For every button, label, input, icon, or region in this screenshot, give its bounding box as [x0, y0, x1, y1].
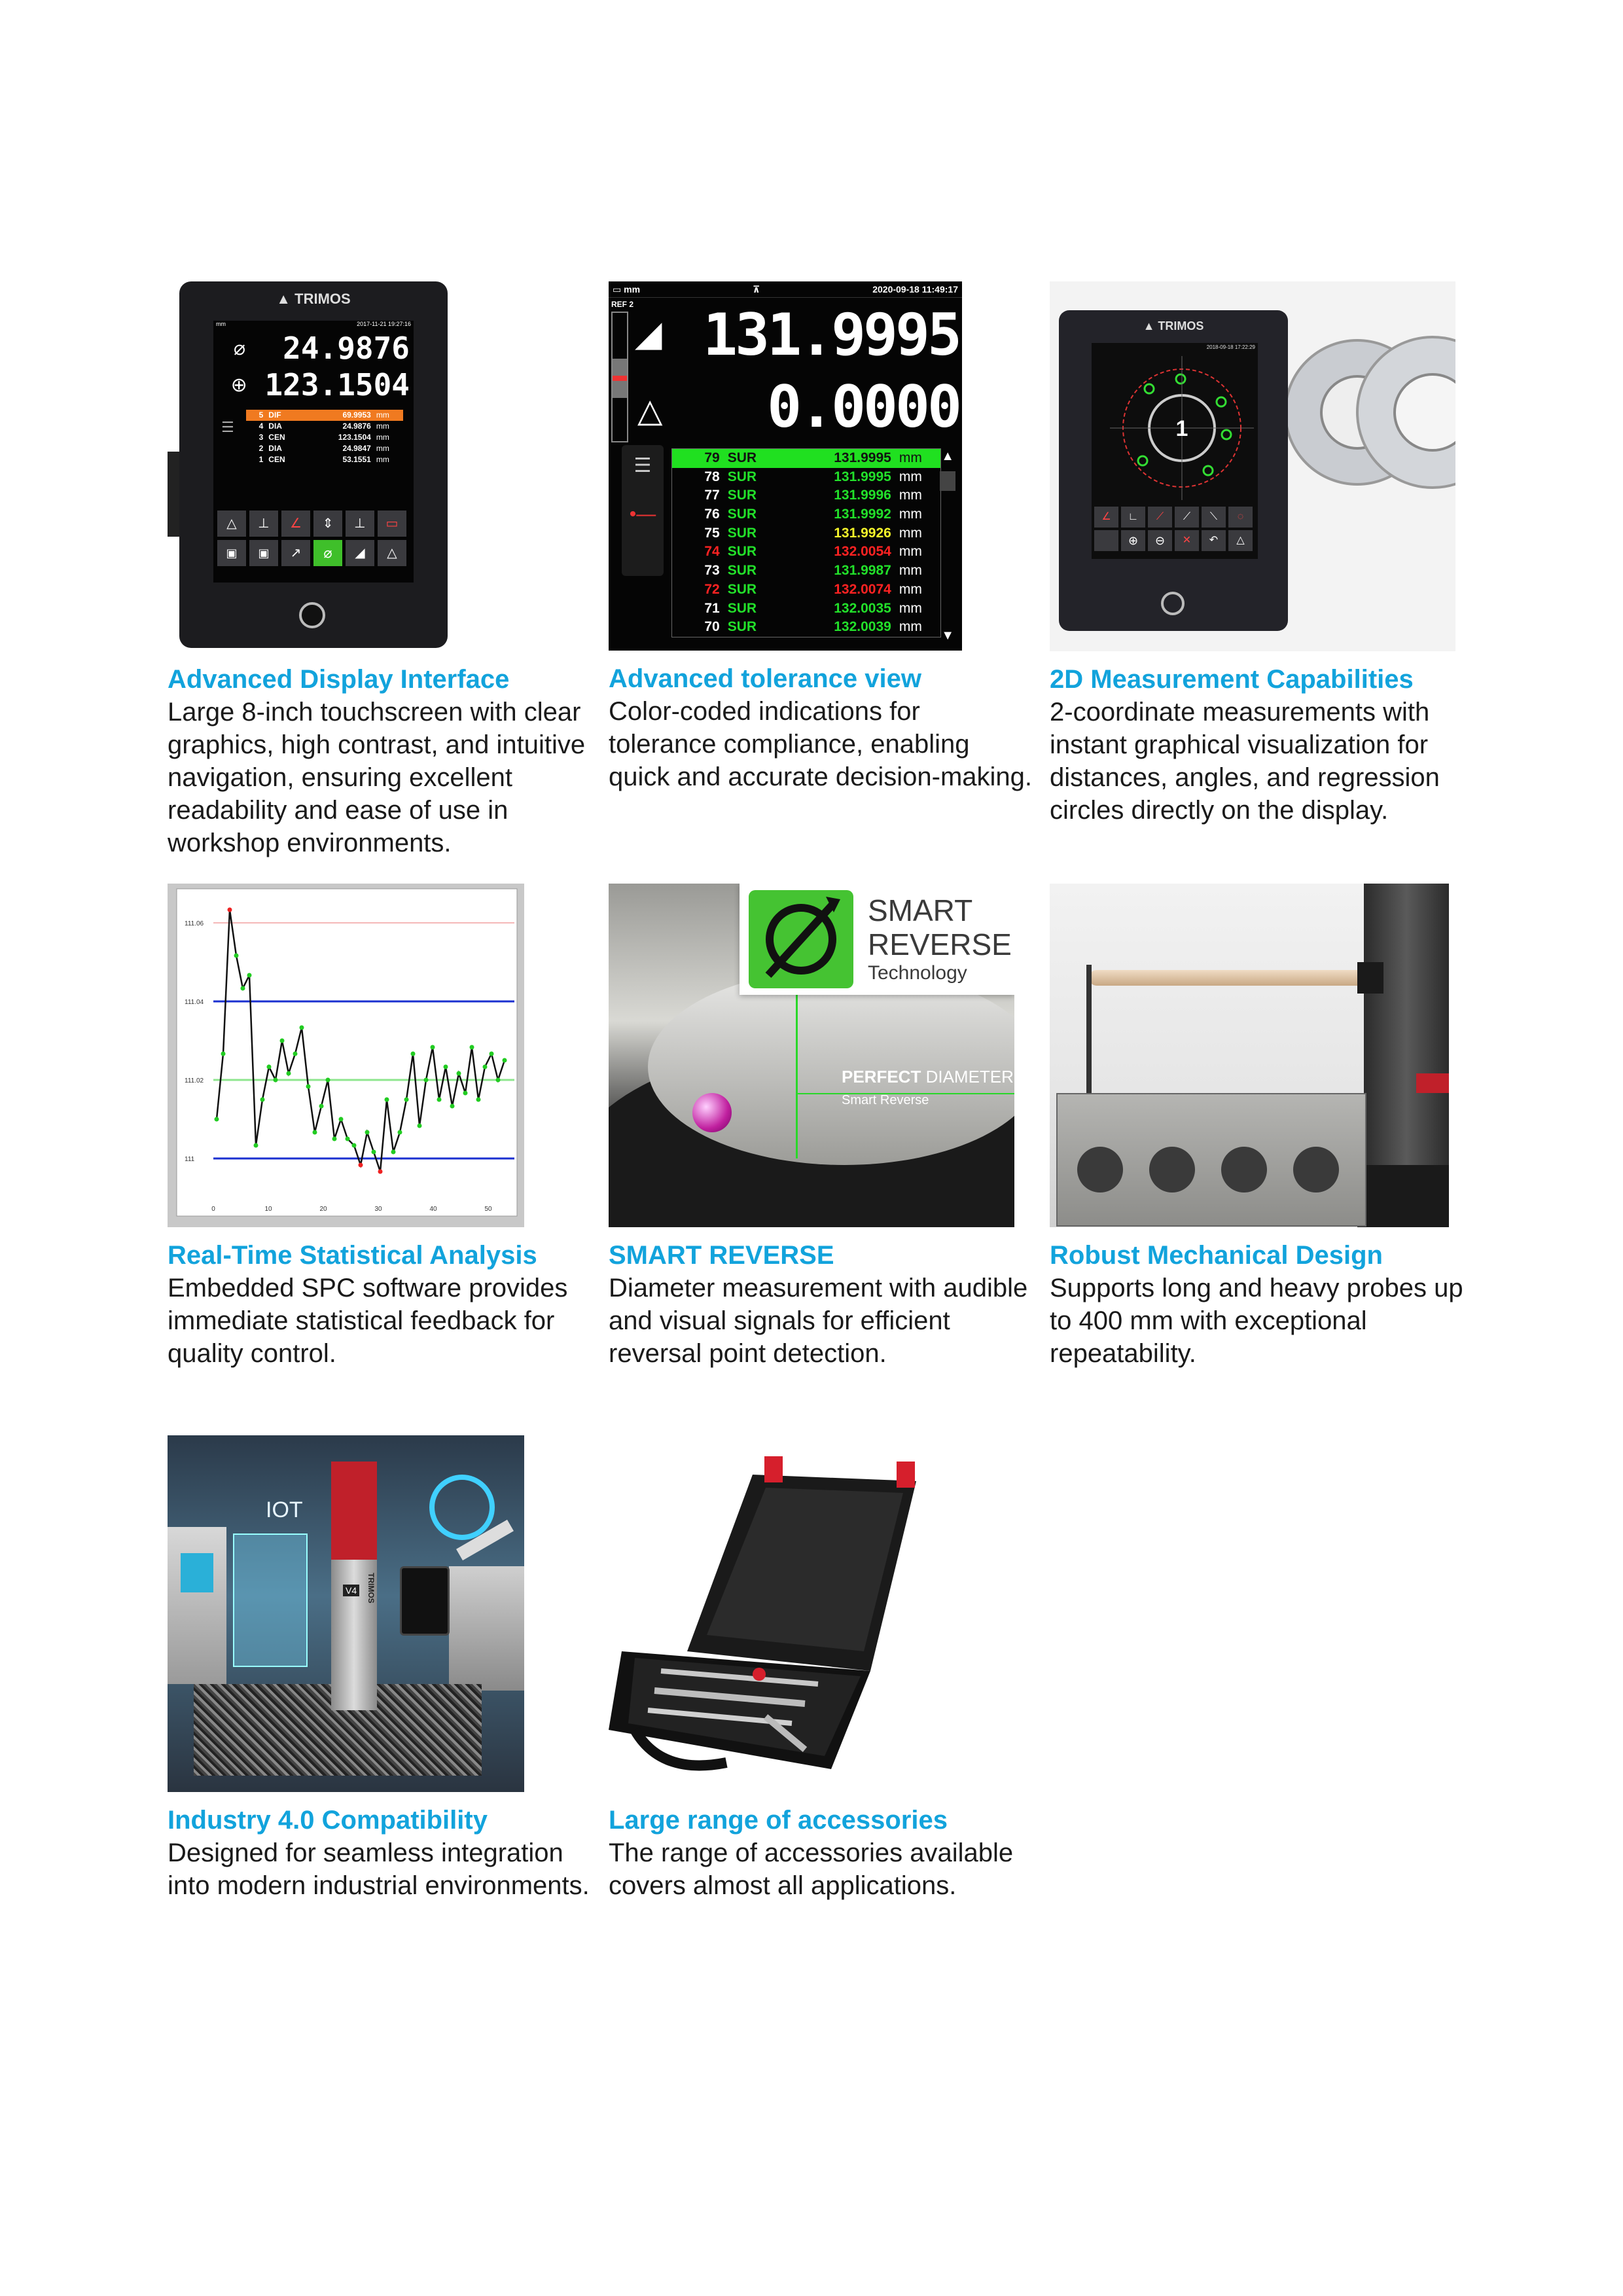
btn-back[interactable]: ↶: [1202, 530, 1226, 551]
2d-device-image: [1050, 281, 1455, 651]
spc-sample-point: [234, 954, 239, 958]
spc-sample-point: [332, 1137, 337, 1141]
btn-curve[interactable]: ↗: [281, 540, 310, 566]
point-5: [1204, 466, 1213, 475]
feature-description: Color-coded indications for tolerance compliance, enabling quick and accurate decision-making.: [609, 697, 1033, 791]
spc-sample-point: [241, 986, 245, 991]
spc-sample-point: [483, 1065, 488, 1069]
red-label: [1416, 1073, 1449, 1093]
accessories-case-image: [609, 1435, 965, 1792]
spc-sample-point: [385, 1098, 389, 1102]
btn-angle[interactable]: ∠: [281, 511, 310, 537]
spc-sample-point: [365, 1130, 370, 1135]
list-icon: ☰: [221, 419, 234, 435]
spc-sample-point: [391, 1150, 396, 1155]
spc-sample-point: [437, 1098, 442, 1102]
accessories-case: [609, 1435, 965, 1792]
diameter-icon: ⌀: [233, 337, 246, 359]
spc-sample-point: [470, 1045, 474, 1050]
2d-plot: [1110, 356, 1254, 500]
feature-title: 2D Measurement Capabilities: [1050, 665, 1414, 694]
industry40-image: [168, 1435, 524, 1792]
probe-stylus: [1086, 965, 1092, 1096]
result-row[interactable]: 3 CEN 123.1504 mm: [259, 433, 389, 442]
feature-card-industry40: [168, 1435, 593, 1902]
feature-card-display: [168, 281, 593, 859]
y-tick-label: 111.06: [185, 920, 204, 927]
feature-card-mechanical: [1050, 884, 1475, 1370]
spc-sample-point: [496, 1078, 501, 1083]
spc-sample-point: [404, 1098, 409, 1102]
btn-trimos[interactable]: △: [1228, 530, 1253, 551]
iot-label: IOT: [266, 1498, 303, 1522]
spc-sample-point: [444, 1065, 448, 1069]
btn-perp[interactable]: ⊥: [346, 511, 374, 537]
spc-sample-point: [221, 1052, 226, 1056]
list-icon[interactable]: ☰: [633, 455, 652, 476]
measurement-row[interactable]: 70 SUR 132.0039 mm: [704, 619, 922, 635]
x-tick-label: 40: [429, 1206, 437, 1213]
btn-angle[interactable]: ∠: [1094, 507, 1118, 528]
feature-description: Embedded SPC software provides immediate statistical feedback for quality control.: [168, 1274, 568, 1368]
spc-sample-point: [372, 1150, 376, 1155]
factory-machine-right: [449, 1566, 524, 1691]
btn-circle[interactable]: ◌: [1228, 507, 1253, 528]
result-row[interactable]: 5 DIF 69.9953 mm: [246, 410, 403, 421]
btn-triangle[interactable]: △: [217, 511, 246, 537]
main-reading: 131.9995: [703, 301, 959, 368]
gauge-display: [400, 1566, 450, 1636]
feature-title: Real-Time Statistical Analysis: [168, 1241, 537, 1270]
result-row[interactable]: 1 CEN 53.1551 mm: [259, 455, 389, 464]
spc-sample-point: [254, 1143, 259, 1148]
x-tick-label: 0: [211, 1206, 215, 1213]
feature-card-2d: [1050, 281, 1475, 827]
scroll-thumb[interactable]: [940, 471, 955, 491]
probe-ball: [692, 1093, 732, 1132]
tolerance-screen-image: [609, 281, 962, 651]
point-1: [1145, 384, 1154, 393]
btn-p2[interactable]: ▣: [249, 540, 278, 566]
trimos-logo-icon: ▲: [276, 291, 291, 307]
btn-diagonal[interactable]: ⟍: [1202, 507, 1226, 528]
spc-sample-point: [280, 1039, 285, 1043]
device-screen: 2018-09-18 17:22:29 1 ∠ ∟ ⟋ ⟋ ⟍ ◌ ⊕ ⊖ ✕ ↶ △: [1092, 343, 1258, 559]
smart-reverse-subcaption: Smart Reverse: [842, 1093, 929, 1107]
probe-arm: [1089, 970, 1377, 986]
spc-sample-point: [359, 1163, 363, 1168]
center-icon: ⊕: [230, 374, 247, 396]
y-tick-label: 111.02: [185, 1077, 204, 1085]
measurement-row[interactable]: 77 SUR 131.9996 mm: [704, 488, 922, 503]
perfect-diameter-caption: PERFECT DIAMETER: [842, 1067, 1014, 1086]
btn-smart-reverse[interactable]: ⌀: [313, 540, 342, 566]
measurement-row[interactable]: 73 SUR 131.9987 mm: [704, 563, 922, 579]
2d-buttons: [1094, 507, 1255, 551]
ref-label: REF 2: [611, 300, 634, 309]
measurement-row[interactable]: 71 SUR 132.0035 mm: [704, 600, 922, 616]
btn-min[interactable]: ⊥: [249, 511, 278, 537]
spc-sample-point: [228, 908, 232, 912]
spc-sample-point: [293, 1052, 298, 1056]
feature-description: 2-coordinate measurements with instant graphical visualization for distances, angles, and regression circles directly on the display.: [1050, 698, 1440, 825]
trimos-logo-icon: ▲: [1143, 319, 1155, 332]
y-tick-label: 111.04: [185, 999, 204, 1006]
probe-icon: ⊼: [752, 283, 760, 295]
feature-title: Robust Mechanical Design: [1050, 1241, 1383, 1270]
spc-chart-image: [168, 884, 524, 1227]
gauge-base: [1357, 1165, 1449, 1227]
spc-sample-point: [339, 1117, 344, 1122]
icon-delta: △: [637, 392, 663, 429]
battery-icon: ▭ mm: [613, 283, 641, 295]
holo-ring: [429, 1475, 495, 1540]
spc-sample-point: [267, 1065, 272, 1069]
device-body: [1059, 310, 1288, 631]
smart-reverse-badge: SMART REVERSE Technology: [740, 884, 1014, 995]
y-tick-label: 111: [185, 1156, 195, 1163]
point-4: [1138, 456, 1147, 465]
btn-empty: [1094, 530, 1118, 551]
spc-sample-point: [260, 1098, 265, 1102]
point-3: [1222, 430, 1231, 439]
btn-tolerance[interactable]: ◢: [346, 540, 374, 566]
spc-sample-point: [287, 1071, 291, 1076]
holo-panel: [233, 1534, 308, 1667]
feature-description: The range of accessories available covers almost all applications.: [609, 1839, 1014, 1900]
btn-zoom-in[interactable]: ⊕: [1121, 530, 1145, 551]
measurement-row[interactable]: 79 SUR 131.9995 mm: [672, 449, 940, 468]
btn-zoom-out[interactable]: ⊖: [1148, 530, 1172, 551]
spc-sample-point: [463, 1091, 468, 1096]
spc-sample-point: [431, 1045, 435, 1050]
laser-line: [796, 982, 798, 1158]
x-tick-label: 30: [374, 1206, 382, 1213]
results-table: [246, 410, 403, 465]
tolerance-bar: [611, 312, 628, 442]
spc-sample-point: [313, 1130, 317, 1135]
measurement-row[interactable]: 74 SUR 132.0054 mm: [704, 544, 922, 560]
height-gauge-column: TRIMOS: [331, 1462, 377, 1710]
feature-description: Designed for seamless integration into modern industrial environments.: [168, 1839, 590, 1900]
btn-trimos[interactable]: △: [378, 540, 406, 566]
scroll-down-icon[interactable]: ▼: [941, 628, 954, 643]
probe-clamp: [1357, 962, 1383, 994]
reading-diameter: ⌀ 24.9876: [213, 330, 414, 367]
result-row[interactable]: 4 DIA 24.9876 mm: [259, 422, 389, 431]
feature-description: Diameter measurement with audible and visual signals for efficient reversal point detection.: [609, 1274, 1028, 1368]
feature-title: Advanced tolerance view: [609, 664, 921, 693]
x-tick-label: 20: [319, 1206, 327, 1213]
result-row[interactable]: 2 DIA 24.9847 mm: [259, 444, 389, 453]
feature-description: Supports long and heavy probes up to 400 mm with exceptional repeatability.: [1050, 1274, 1463, 1368]
feature-card-smart-reverse: [609, 884, 1034, 1370]
spc-sample-point: [503, 1058, 507, 1063]
cylinder-head-workpiece: [1056, 1093, 1366, 1227]
point-6: [1176, 374, 1185, 384]
trimos-logo: ▲ TRIMOS: [1143, 319, 1204, 332]
feature-title: Advanced Display Interface: [168, 665, 510, 694]
spc-chart: [168, 884, 524, 1227]
btn-height[interactable]: ▭: [378, 511, 406, 537]
feature-description: Large 8-inch touchscreen with clear graphics, high contrast, and intuitive navigation, ensuring excellent readability and ease of use in workshop environments.: [168, 698, 586, 857]
btn-corner[interactable]: ∟: [1121, 507, 1145, 528]
smart-reverse-logo: [749, 890, 853, 988]
measurement-row[interactable]: 76 SUR 131.9992 mm: [704, 507, 922, 522]
btn-slope[interactable]: ⟋: [1175, 507, 1199, 528]
tol-statusbar: ▭ mm ⊼ 2020-09-18 11:49:17: [609, 281, 962, 298]
spc-sample-point: [476, 1098, 481, 1102]
feature-title: Large range of accessories: [609, 1806, 948, 1835]
spc-sample-point: [398, 1130, 402, 1135]
spc-sample-point: [326, 1078, 330, 1083]
spc-sample-point: [306, 1085, 311, 1089]
spc-sample-point: [411, 1052, 416, 1056]
x-tick-label: 10: [264, 1206, 272, 1213]
screen-buttons: [217, 511, 410, 566]
spc-sample-point: [247, 973, 252, 978]
spc-sample-point: [215, 1117, 219, 1122]
spc-sample-point: [457, 1071, 461, 1076]
feature-title: SMART REVERSE: [609, 1241, 834, 1270]
side-panel: [622, 445, 664, 576]
spc-sample-point: [352, 1143, 357, 1148]
spc-sample-point: [300, 1026, 304, 1030]
trimos-logo: ▲ TRIMOS: [276, 291, 351, 307]
reading-center: ⊕ 123.1504: [213, 367, 414, 403]
point-2: [1217, 397, 1226, 406]
model-label: V4: [343, 1585, 359, 1596]
factory-machine-left: [168, 1527, 226, 1684]
display-device-image: [168, 281, 593, 651]
diameter-logo-icon: [749, 890, 853, 988]
feature-title: Industry 4.0 Compatibility: [168, 1806, 488, 1835]
circle-number-label: 1: [1175, 416, 1188, 441]
btn-p1[interactable]: ▣: [217, 540, 246, 566]
device-screen: [213, 321, 414, 583]
btn-mark[interactable]: ✕: [1175, 530, 1199, 551]
spc-sample-point: [319, 1104, 324, 1109]
feature-card-tolerance: [609, 281, 1034, 793]
spc-sample-point: [346, 1137, 350, 1141]
scroll-up-icon[interactable]: ▲: [941, 449, 954, 463]
btn-distance[interactable]: ⇕: [313, 511, 342, 537]
screen-statusbar: mm 2017-11-21 19:27:16: [216, 321, 411, 327]
feature-card-spc: [168, 884, 593, 1370]
btn-line[interactable]: ⟋: [1148, 507, 1172, 528]
measurement-row[interactable]: 78 SUR 131.9995 mm: [704, 469, 922, 484]
delta-reading: 0.0000: [767, 373, 959, 440]
probe-red-icon[interactable]: •—: [629, 503, 656, 525]
spc-sample-point: [424, 1078, 429, 1083]
icon-max: ◢: [635, 314, 662, 353]
spc-sample-point: [378, 1170, 383, 1174]
spc-sample-point: [418, 1124, 422, 1128]
smart-reverse-image: [609, 884, 1014, 1227]
spc-sample-point: [450, 1104, 455, 1109]
machine-screen: [181, 1553, 213, 1592]
power-button[interactable]: [1161, 592, 1185, 615]
measurement-table: [671, 448, 941, 637]
spc-sample-point: [274, 1078, 278, 1083]
mechanical-design-image: [1050, 884, 1449, 1227]
measurement-row[interactable]: 72 SUR 132.0074 mm: [704, 581, 922, 597]
power-button[interactable]: [299, 602, 325, 628]
spc-sample-point: [490, 1052, 494, 1056]
measurement-row[interactable]: 75 SUR 131.9926 mm: [704, 525, 922, 541]
feature-card-accessories: [609, 1435, 1034, 1902]
x-tick-label: 50: [484, 1206, 492, 1213]
device-body: [179, 281, 448, 648]
